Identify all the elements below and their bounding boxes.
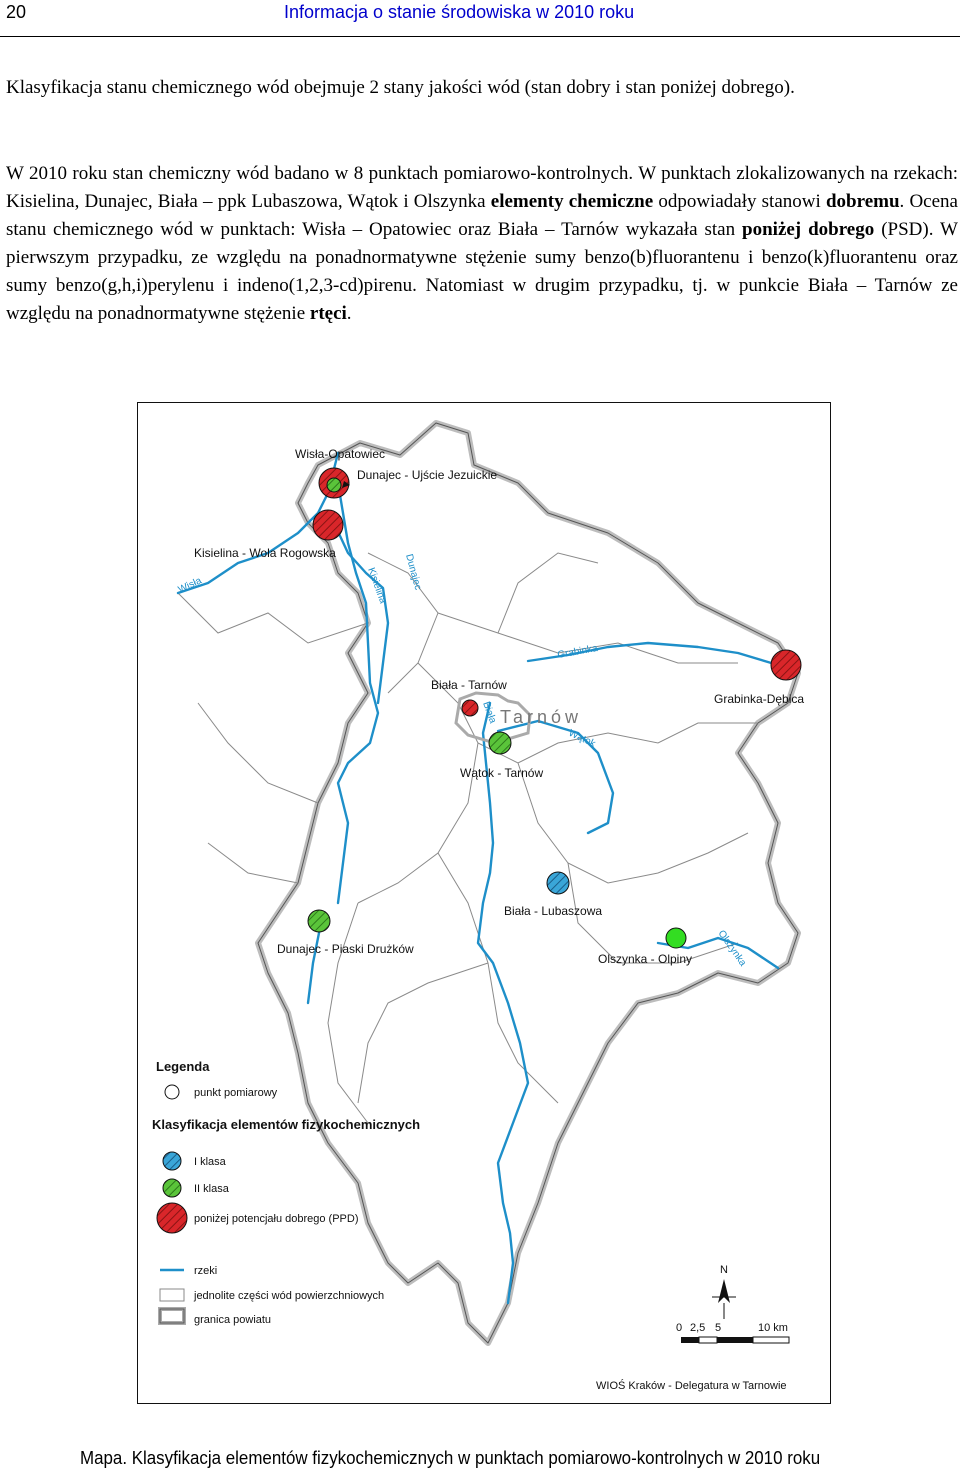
scale-tick-1: 2,5 [690,1322,706,1334]
point-olszynka-olpiny[interactable] [666,928,686,948]
legend-class-II-label: II klasa [194,1183,229,1195]
legend-jcwp-label: jednolite części wód powierzchniowych [194,1290,385,1302]
point-biala-tarnow[interactable] [462,700,478,716]
map-credit: WIOŚ Kraków - Delegatura w Tarnowie [596,1380,787,1392]
river-biala [478,703,528,1303]
point-grabinka-debica[interactable] [771,650,801,680]
label-biala-tarnow: Biała - Tarnów [431,678,507,692]
p2-text-e: . Ocena stanu chemicznego wód w punktach: Wisła – Opatowiec oraz Biała – Tarnów wykazała stan [6,191,958,240]
legend-powiat-icon [160,1309,184,1323]
p2-bold-rteci: rtęci [309,303,347,324]
river-label-grabinka: Grabinka [556,643,599,661]
county-boundary [258,423,798,1343]
scale-bar [676,1322,789,1343]
river-label-wisla: Wisła [176,575,204,596]
p2-text-a: W 2010 roku stan chemiczny wód badano w 8 punktach pomiarowo-kontrolnych. W punktach zlokalizowanych na rzekach: Kisielina, Dunajec, Biała – ppk Lubaszowa, Wątok i Olszynka [6,163,958,212]
p2-bold-elementy: elementy chemiczne [490,191,654,212]
legend-point-label: punkt pomiarowy [194,1087,278,1099]
scale-tick-3: 10 km [758,1322,788,1334]
legend-jcwp-icon [160,1289,184,1301]
legend [152,1059,420,1326]
legend-class-II-icon [163,1179,181,1197]
p2-text-g: (PSD). W pierwszym przypadku, ze względu na ponadnormatywne stężenie sumy benzo(b)fluorantenu i benzo(k)fluorantenu oraz sumy benzo(g,h,i)perylenu i indeno(1,2,3-cd)pirenu. Natomiast w drugim przypadku, tj. w punkcie Biała – Tarnów ze względu na ponadnormatywne stężenie [6,219,958,324]
p2-bold-ponizej: poniżej dobrego [742,219,875,240]
scale-tick-0: 0 [676,1322,683,1334]
label-dunajec-ujscie: Dunajec - Ujście Jezuickie [357,468,498,482]
river-label-biala: Biała [480,700,499,725]
city-label: Tarnów [500,707,583,727]
paragraph-2 [6,160,958,328]
legend-point-icon [165,1085,179,1099]
point-biala-lubaszowa[interactable] [547,872,569,894]
label-biala-lubaszowa: Biała - Lubaszowa [504,904,603,918]
label-kisielina-wola: Kisielina - Wola Rogowska [194,546,336,560]
legend-powiat-label: granica powiatu [194,1314,272,1326]
river-label-olszynka: Olszynka [715,928,749,969]
running-title: Informacja o stanie środowiska w 2010 roku [284,2,635,22]
north-arrow [712,1264,736,1319]
jcwp-boundaries [178,553,758,1123]
paragraph-1: Klasyfikacja stanu chemicznego wód obejmuje 2 stany jakości wód (stan dobry i stan poniżej dobrego). [6,77,795,98]
legend-class-I-icon [163,1152,181,1170]
river-label-dunajec: Dunajec [403,552,424,592]
label-wisla-opatowiec: Wisła-Opatowiec [295,447,386,461]
svg-text:N: N [720,1264,728,1276]
legend-class-I-label: I klasa [194,1156,226,1168]
legend-rivers-label: rzeki [194,1265,218,1277]
p2-text-i: . [346,303,352,324]
river-label-kisielina: Kisielina [365,566,389,606]
legend-class-title: Klasyfikacja elementów fizykochemicznych [152,1117,421,1132]
label-olszynka-olpiny: Olszynka - Olpiny [598,952,693,966]
figure-caption: Mapa. Klasyfikacja elementów fizykochemicznych w punktach pomiarowo-kontrolnych w 2010 roku [80,1448,821,1468]
point-dunajec-ujscie[interactable] [327,478,341,492]
map-svg [138,403,830,1403]
scale-tick-2: 5 [715,1322,722,1334]
page-number: 20 [6,2,27,22]
label-watok-tarnow: Wątok - Tarnów [460,766,544,780]
rivers [178,453,778,1303]
point-watok-tarnow[interactable] [489,732,511,754]
label-dunajec-piaski: Dunajec - Piaski Drużków [277,942,414,956]
point-kisielina-wola[interactable] [313,510,343,540]
page-header [0,0,960,37]
river-label-watok: Wątok [566,727,598,750]
legend-ppd-label: poniżej potencjału dobrego (PPD) [194,1213,359,1225]
p2-text-c: odpowiadały stanowi [653,191,826,212]
point-dunajec-piaski[interactable] [308,910,330,932]
map-figure [137,402,831,1404]
p2-bold-dobremu: dobremu [825,191,900,212]
label-grabinka-debica: Grabinka-Dębica [714,692,805,706]
legend-ppd-icon [157,1203,187,1233]
legend-title: Legenda [156,1059,210,1074]
